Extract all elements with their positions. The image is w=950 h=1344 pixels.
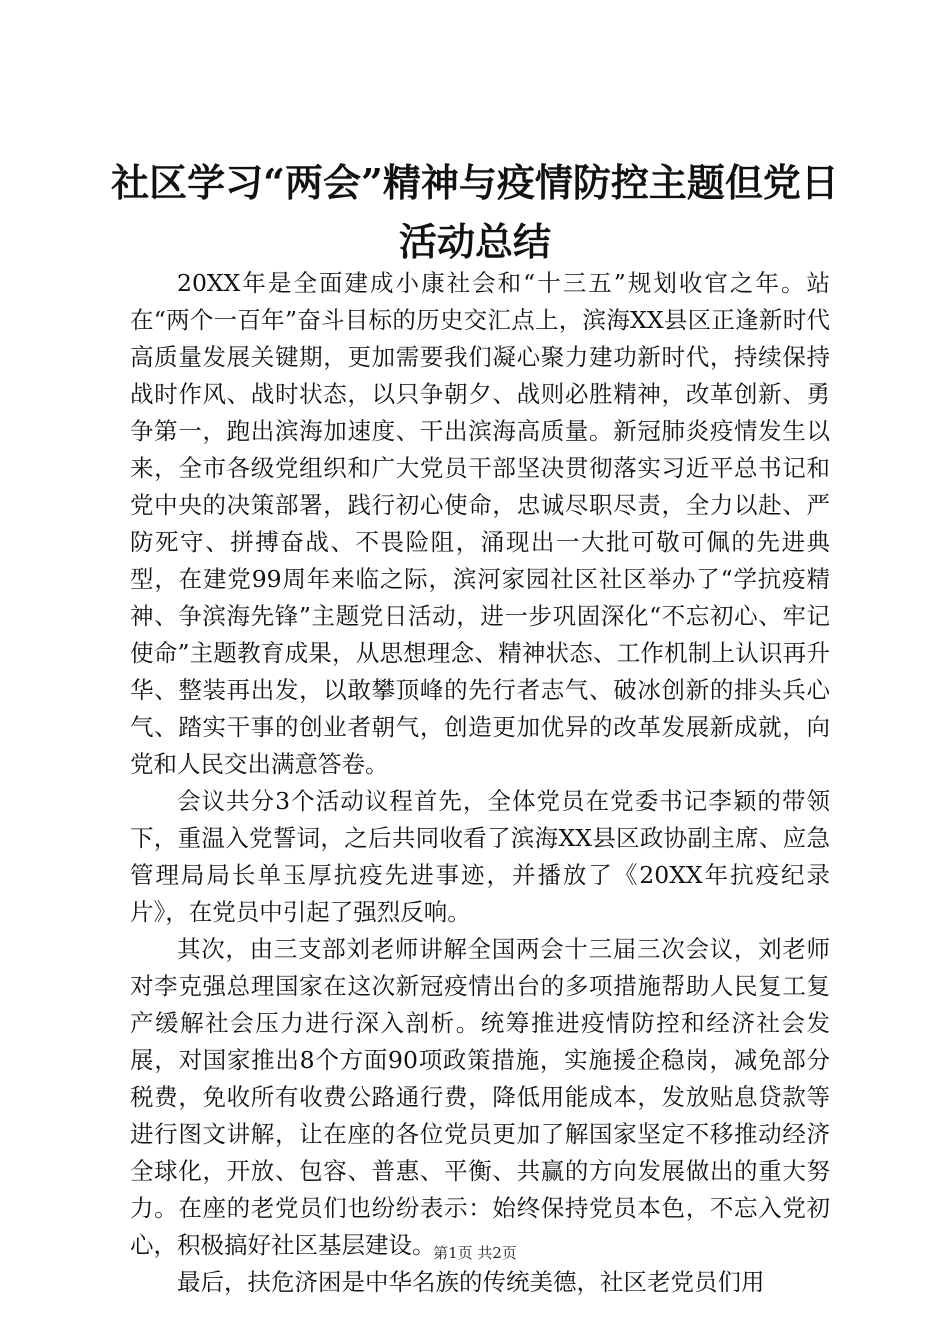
document-body (130, 265, 830, 1301)
document-title-line1: 社区学习“两会”精神与疫情防控主题但党日 (111, 160, 839, 205)
body-paragraph-1: 20XX年是全面建成小康社会和“十三五”规划收官之年。站在“两个一百年”奋斗目标的历史交汇点上，滨海XX县区正逢新时代高质量发展关键期，更加需要我们凝心聚力建功新时代，持续保持战时作风、战时状态，以只争朝夕、战则必胜精神，改革创新、勇争第一，跑出滨海加速度、干出滨海高质量。新冠肺炎疫情发生以来，全市各级党组织和广大党员干部坚决贯彻落实习近平总书记和党中央的决策部署，践行初心使命，忠诚尽职尽责，全力以赴、严防死守、拼搏奋战、不畏险阻，涌现出一大批可敬可佩的先进典型，在建党99周年来临之际，滨河家园社区社区举办了“学抗疫精神、争滨海先锋”主题党日活动，进一步巩固深化“不忘初心、牢记使命”主题教育成果，从思想理念、精神状态、工作机制上认识再升华、整装再出发，以敢攀顶峰的先行者志气、破冰创新的排头兵心气、踏实干事的创业者朝气，创造更加优异的改革发展新成就，向党和人民交出满意答卷。 (130, 269, 830, 778)
body-paragraph-3: 其次，由三支部刘老师讲解全国两会十三届三次会议，刘老师对李克强总理国家在这次新冠疫情出台的多项措施帮助人民复工复产缓解社会压力进行深入剖析。统筹推进疫情防控和经济社会发展，对国家推出8个方面90项政策措施，实施援企稳岗，减免部分税费，免收所有收费公路通行费，降低用能成本，发放贴息贷款等进行图文讲解，让在座的各位党员更加了解国家坚定不移推动经济全球化，开放、包容、普惠、平衡、共赢的方向发展做出的重大努力。在座的老党员们也纷纷表示：始终保持党员本色，不忘入党初心，积极搞好社区基层建设。 (130, 935, 830, 1259)
body-paragraph-2: 会议共分3个活动议程首先，全体党员在党委书记李颖的带领下，重温入党誓词，之后共同收看了滨海XX县区政协副主席、应急管理局局长单玉厚抗疫先进事迹，并播放了《20XX年抗疫纪录片》，在党员中引起了强烈反响。 (130, 787, 830, 926)
body-paragraph-4: 最后，扶危济困是中华名族的传统美德，社区老党员们用 (177, 1268, 765, 1296)
document-title-line2: 活动总结 (398, 219, 551, 264)
page-footer: 第1页 共2页 (433, 1244, 517, 1262)
